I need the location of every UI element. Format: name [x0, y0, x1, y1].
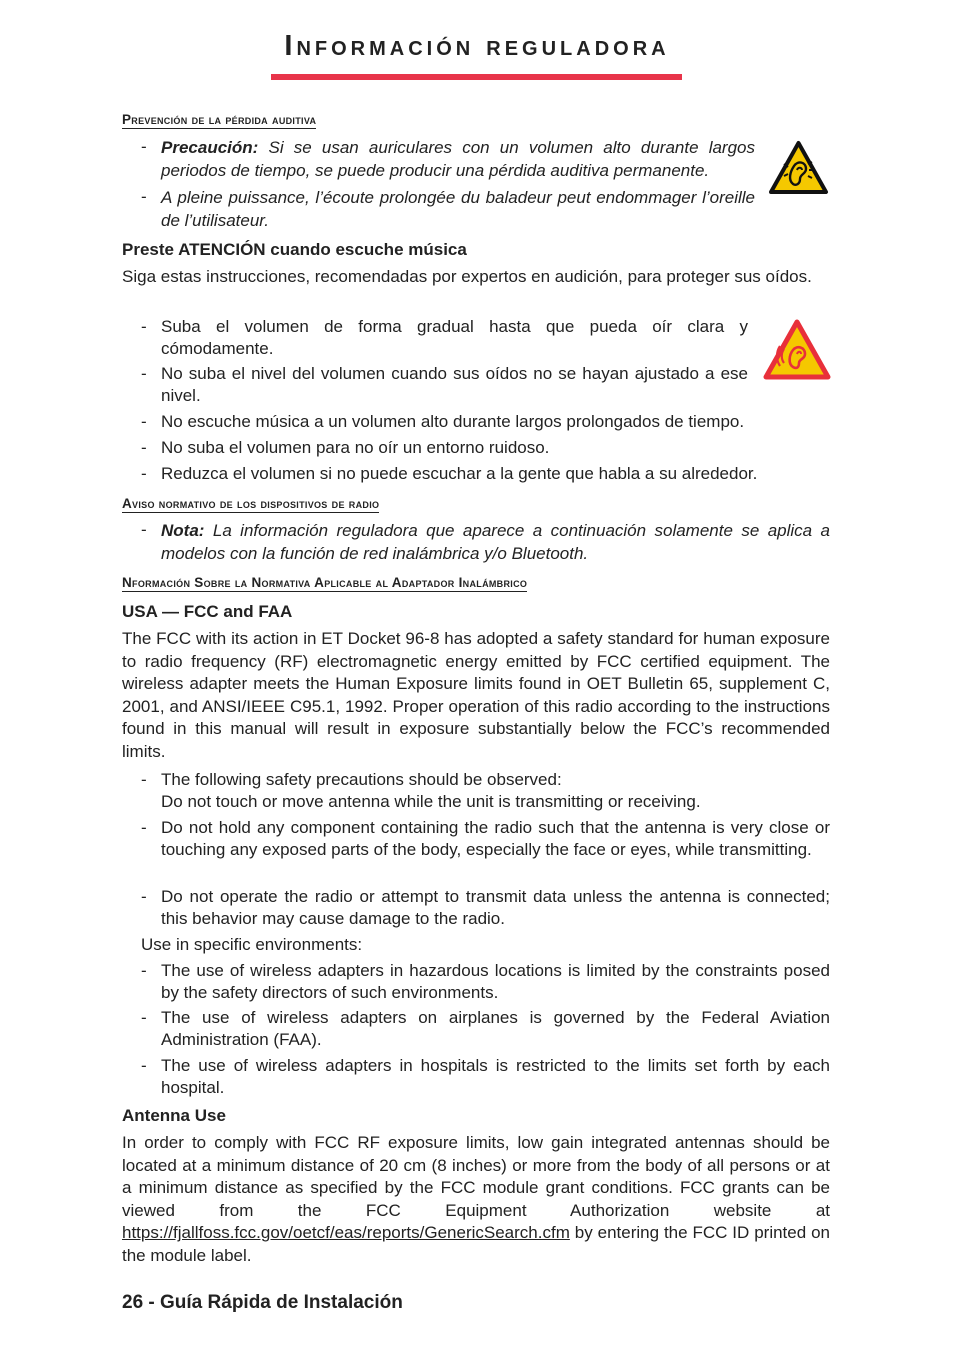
list-item-text: The use of wireless adapters on airplanes is governed by the Federal Aviation Administration (FAA). — [161, 1008, 830, 1049]
hearing-warning-icon — [768, 140, 829, 195]
antenna-text-after: by entering the FCC ID printed on the module label. — [122, 1223, 830, 1265]
page-footer: 26 - Guía Rápida de Instalación — [122, 1292, 403, 1313]
precaution-text: Si se usan auriculares con un volumen alto durante largos periodos de tiempo, se puede producir una pérdida auditiva permanente. — [161, 138, 755, 180]
list-item-text: No escuche música a un volumen alto durante largos prolongados de tiempo. — [161, 412, 745, 431]
list-item-text: No suba el volumen para no oír un entorno ruidoso. — [161, 438, 550, 457]
antenna-text-before: In order to comply with FCC RF exposure limits, low gain integrated antennas should be located at a minimum distance of 20 cm (8 inches) or more from the body of all persons or at a minimum distance as specified by the FCC module grant conditions. FCC grants can be viewed from the FCC Equipment Authorization website at — [122, 1133, 830, 1220]
fcc-search-link[interactable]: https://fjallfoss.fcc.gov/oetcf/eas/reports/GenericSearch.cfm — [122, 1223, 570, 1243]
section-heading-hearing-loss: Prevención de la pérdida auditiva — [122, 112, 317, 127]
list-item-text: The following safety precautions should be observed: — [161, 770, 562, 789]
page-title: Información reguladora — [284, 30, 670, 62]
list-item-text: Do not touch or move antenna while the unit is transmitting or receiving. — [161, 791, 701, 811]
usa-fcc-heading: USA — FCC and FAA — [122, 602, 293, 621]
ear-warning-icon — [763, 319, 831, 381]
list-item-text: No suba el nivel del volumen cuando sus oídos no se hayan ajustado a ese nivel. — [161, 364, 748, 405]
title-underline — [271, 74, 682, 80]
list-item-text: The use of wireless adapters in hazardous locations is limited by the constraints posed by the safety directors of such environments. — [161, 961, 830, 1002]
listening-attention-heading: Preste ATENCIÓN cuando escuche música — [122, 240, 467, 259]
section-heading-wireless-adapter: Nformación Sobre la Normativa Aplicable al Adaptador Inalámbrico — [122, 575, 528, 590]
french-warning-text: A pleine puissance, l’écoute prolongée du baladeur peut endommager l’oreille de l’utilisateur. — [161, 188, 755, 230]
precaution-label: Precaución: — [161, 138, 259, 157]
antenna-use-heading: Antenna Use — [122, 1106, 226, 1125]
note-text: La información reguladora que aparece a continuación solamente se aplica a modelos con la función de red inalámbrica y/o Bluetooth. — [161, 521, 830, 563]
note-label: Nota: — [161, 521, 205, 540]
list-item-text: Do not hold any component containing the radio such that the antenna is very close or touching any exposed parts of the body, especially the face or eyes, while transmitting. — [161, 818, 830, 859]
environments-label: Use in specific environments: — [141, 935, 363, 954]
list-item-text: Reduzca el volumen si no puede escuchar a la gente que habla a su alrededor. — [161, 464, 758, 483]
listening-intro: Siga estas instrucciones, recomendadas por expertos en audición, para proteger sus oídos. — [122, 267, 812, 286]
antenna-use-paragraph — [122, 1132, 830, 1268]
list-item-text: Do not operate the radio or attempt to transmit data unless the antenna is connected; this behavior may cause damage to the radio. — [161, 887, 830, 928]
list-item-text: The use of wireless adapters in hospitals is restricted to the limits set forth by each hospital. — [161, 1056, 830, 1097]
section-heading-radio-notice: Aviso normativo de los dispositivos de radio — [122, 496, 380, 511]
list-item-text: Suba el volumen de forma gradual hasta que pueda oír clara y cómodamente. — [161, 317, 748, 358]
fcc-intro-paragraph: The FCC with its action in ET Docket 96-8 has adopted a safety standard for human exposure to radio frequency (RF) electromagnetic energy emitted by FCC certified equipment. The wireless adapter meets the Human Exposure limits found in OET Bulletin 65, supplement C, 2001, and ANSI/IEEE C95.1, 1992. Proper operation of this radio according to the instructions found in this manual will result in exposure substantially below the FCC’s recommended limits. — [122, 629, 830, 761]
